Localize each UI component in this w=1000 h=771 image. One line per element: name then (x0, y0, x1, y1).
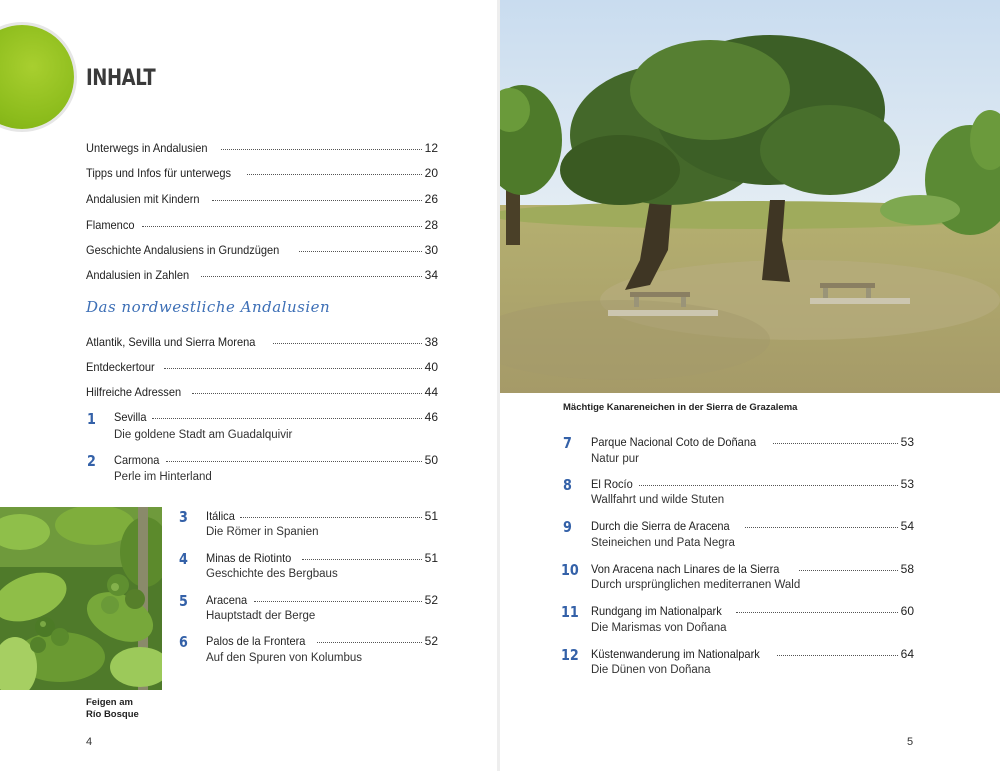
leader-dots (152, 418, 421, 419)
leader-dots (273, 343, 422, 344)
leader-dots (192, 393, 421, 394)
leader-dots (142, 226, 422, 227)
toc-entry[interactable] (86, 141, 438, 155)
tour-number: 5 (179, 592, 188, 610)
tour-number: 7 (563, 434, 572, 452)
fig-tree-photo (0, 507, 162, 690)
tour-subtitle: Natur pur (591, 453, 639, 465)
left-page (0, 0, 498, 771)
tour-subtitle: Geschichte des Bergbaus (206, 568, 338, 580)
caption-line: Río Bosque (86, 709, 139, 720)
tour-title: Rundgang im Nationalpark (591, 604, 722, 618)
tour-page: 60 (900, 604, 914, 618)
toc-entry-page: 34 (424, 268, 438, 282)
leader-dots (773, 443, 897, 444)
tour-entry[interactable] (591, 562, 914, 576)
toc-entry-label: Tipps und Infos für unterwegs (86, 166, 232, 180)
toc-entry-page: 30 (424, 243, 438, 257)
photo-caption-oaks: Mächtige Kanareneichen in der Sierra de Grazalema (563, 402, 798, 413)
tour-number: 3 (179, 508, 188, 526)
tour-entry[interactable] (591, 519, 914, 533)
tour-entry[interactable] (591, 435, 914, 449)
tour-title: Aracena (206, 593, 248, 607)
tour-title: Küstenwanderung im Nationalpark (591, 647, 760, 661)
tour-page: 64 (900, 647, 914, 661)
tour-number: 4 (179, 550, 188, 568)
leader-dots (240, 517, 421, 518)
tour-title: Durch die Sierra de Aracena (591, 519, 730, 533)
tour-page: 51 (424, 509, 438, 523)
tour-page: 52 (424, 634, 438, 648)
tour-page: 51 (424, 551, 438, 565)
tour-number: 6 (179, 633, 188, 651)
tour-entry[interactable] (206, 551, 438, 565)
tour-number: 9 (563, 518, 572, 536)
tour-page: 53 (900, 435, 914, 449)
toc-entry[interactable] (86, 243, 438, 257)
toc-entry-page: 12 (424, 141, 438, 155)
toc-entry-label: Atlantik, Sevilla und Sierra Morena (86, 335, 256, 349)
toc-entry-label: Entdeckertour (86, 360, 155, 374)
tour-subtitle: Die Marismas von Doñana (591, 622, 727, 634)
toc-entry-page: 44 (424, 385, 438, 399)
oak-trees-photo (500, 0, 1000, 393)
toc-entry[interactable] (86, 268, 438, 282)
tour-number: 11 (561, 603, 579, 621)
leader-dots (777, 655, 897, 656)
toc-entry-label: Hilfreiche Adressen (86, 385, 182, 399)
page-title: INHALT (86, 66, 156, 91)
tour-entry[interactable] (206, 634, 438, 648)
leader-dots (212, 200, 421, 201)
leader-dots (799, 570, 898, 571)
tour-title: Carmona (114, 453, 160, 467)
tour-subtitle: Auf den Spuren von Kolumbus (206, 652, 362, 664)
leader-dots (639, 485, 897, 486)
tour-page: 50 (424, 453, 438, 467)
tour-number: 10 (561, 561, 579, 579)
chapter-marker-circle (0, 25, 74, 129)
tour-page: 53 (900, 477, 914, 491)
tour-entry[interactable] (114, 453, 438, 467)
toc-entry-label: Flamenco (86, 218, 135, 232)
tour-entry[interactable] (206, 593, 438, 607)
leader-dots (302, 559, 422, 560)
leader-dots (317, 642, 422, 643)
tour-title: Parque Nacional Coto de Doñana (591, 435, 757, 449)
leader-dots (254, 601, 422, 602)
tour-subtitle: Die Dünen von Doñana (591, 664, 711, 676)
leader-dots (164, 368, 422, 369)
leader-dots (736, 612, 898, 613)
toc-entry[interactable] (86, 335, 438, 349)
toc-entry-label: Unterwegs in Andalusien (86, 141, 208, 155)
toc-entry-label: Andalusien in Zahlen (86, 268, 190, 282)
tour-entry[interactable] (114, 410, 438, 424)
tour-subtitle: Die goldene Stadt am Guadalquivir (114, 429, 293, 441)
tour-title: El Rocío (591, 477, 633, 491)
tour-subtitle: Hauptstadt der Berge (206, 610, 316, 622)
toc-entry[interactable] (86, 385, 438, 399)
leader-dots (745, 527, 898, 528)
toc-entry[interactable] (86, 218, 438, 232)
tour-title: Von Aracena nach Linares de la Sierra (591, 562, 780, 576)
page-number: 4 (86, 736, 93, 748)
leader-dots (166, 461, 421, 462)
tour-page: 52 (424, 593, 438, 607)
toc-entry-page: 26 (424, 192, 438, 206)
tour-number: 2 (87, 452, 96, 470)
toc-entry[interactable] (86, 360, 438, 374)
tour-number: 8 (563, 476, 572, 494)
tour-entry[interactable] (591, 647, 914, 661)
toc-entry-page: 20 (424, 166, 438, 180)
leader-dots (221, 149, 422, 150)
tour-subtitle: Wallfahrt und wilde Stuten (591, 494, 725, 506)
right-page (500, 0, 1000, 771)
tour-page: 54 (900, 519, 914, 533)
leader-dots (299, 251, 422, 252)
toc-entry-page: 28 (424, 218, 438, 232)
tour-page: 58 (900, 562, 914, 576)
tour-subtitle: Die Römer in Spanien (206, 526, 319, 538)
tour-number: 1 (87, 410, 96, 428)
tour-subtitle: Durch ursprünglichen mediterranen Wald (591, 579, 801, 591)
tour-title: Palos de la Frontera (206, 634, 306, 648)
tour-page: 46 (424, 410, 438, 424)
photo-caption-fig (86, 697, 139, 721)
leader-dots (247, 174, 422, 175)
tour-title: Sevilla (114, 410, 147, 424)
caption-line: Feigen am (86, 697, 133, 708)
tour-title: Minas de Riotinto (206, 551, 292, 565)
tour-entry[interactable] (591, 477, 914, 491)
page-number: 5 (907, 736, 914, 748)
section-heading: Das nordwestliche Andalusien (86, 298, 331, 316)
tour-subtitle: Steineichen und Pata Negra (591, 537, 735, 549)
tour-entry[interactable] (206, 509, 438, 523)
tour-number: 12 (561, 646, 579, 664)
toc-entry-page: 38 (424, 335, 438, 349)
tour-entry[interactable] (591, 604, 914, 618)
leader-dots (201, 276, 422, 277)
toc-entry-label: Andalusien mit Kindern (86, 192, 200, 206)
tour-title: Itálica (206, 509, 235, 523)
toc-entry-page: 40 (424, 360, 438, 374)
toc-entry[interactable] (86, 166, 438, 180)
toc-entry-label: Geschichte Andalusiens in Grundzügen (86, 243, 280, 257)
tour-subtitle: Perle im Hinterland (114, 471, 212, 483)
toc-entry[interactable] (86, 192, 438, 206)
